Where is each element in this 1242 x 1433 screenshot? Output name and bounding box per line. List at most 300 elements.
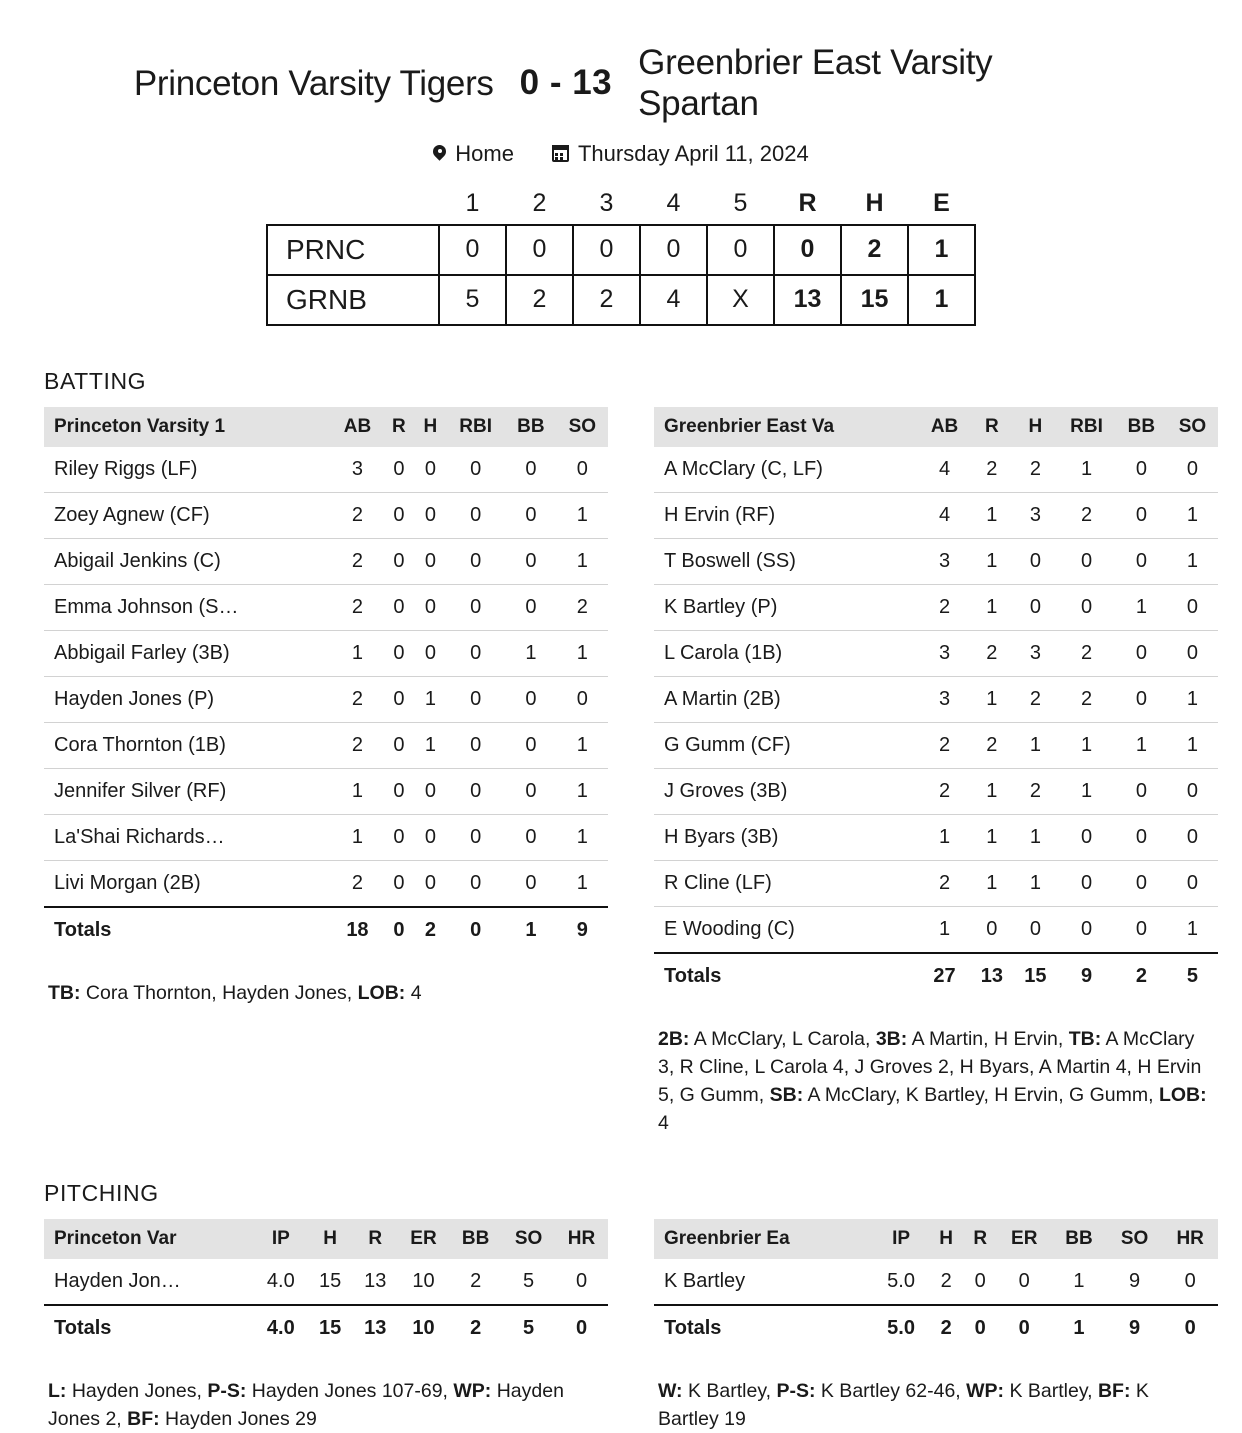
stat-cell: 2 (1057, 676, 1116, 722)
table-row (44, 1259, 608, 1305)
stat-cell: 0 (383, 630, 415, 676)
linescore-away-inn-3: 0 (573, 225, 640, 275)
linescore-col-2: 2 (532, 188, 547, 217)
stat-cell: 2 (919, 860, 970, 906)
stat-cell: 2 (332, 492, 383, 538)
location-chunk (433, 141, 514, 167)
note-text: Cora Thornton, Hayden Jones, (80, 981, 358, 1004)
note-label: SB: (769, 1084, 804, 1107)
stat-cell: 0 (1057, 538, 1116, 584)
note-text: A McClary, L Carola, (689, 1027, 876, 1050)
pitching-away-column (44, 1219, 608, 1433)
stat-cell: 0 (446, 814, 505, 860)
batting-columns (0, 407, 1242, 1138)
table-row (654, 814, 1218, 860)
note-text: 4 (405, 981, 422, 1004)
batting-section-title: BATTING (44, 367, 147, 394)
player-name: Hayden Jon… (44, 1259, 254, 1305)
stat-cell: 9 (1107, 1259, 1163, 1305)
stat-cell: 0 (415, 768, 447, 814)
linescore-wrap (0, 185, 1242, 326)
linescore-away-inn-4: 0 (640, 225, 707, 275)
table-row (654, 906, 1218, 953)
stat-cell: 0 (1167, 814, 1218, 860)
note-label: WP: (966, 1379, 1005, 1402)
col-er: ER (398, 1219, 449, 1259)
col-h: H (415, 407, 447, 447)
note-label: L: (48, 1379, 67, 1402)
note-text: Hayden Jones 2, (48, 1379, 564, 1430)
table-row (44, 584, 608, 630)
note-label: WP: (453, 1379, 492, 1402)
table-row (44, 814, 608, 860)
col-ab: AB (919, 407, 970, 447)
batting-away-table (44, 407, 608, 953)
stat-cell: 4.0 (254, 1259, 307, 1305)
stat-cell: 1 (1167, 906, 1218, 953)
totals-cell: 0 (997, 1305, 1051, 1351)
location-pin-icon (433, 145, 446, 163)
note-text: A McClary 3, R Cline, L Carola 4, J Groves 2, H Byars, A Martin 4, H Ervin 5, G Gumm, (658, 1027, 1202, 1107)
stat-cell: 0 (1116, 447, 1167, 493)
stat-cell: 0 (446, 722, 505, 768)
note-text: A Martin, H Ervin, (907, 1027, 1069, 1050)
col-bb: BB (1116, 407, 1167, 447)
stat-cell: 1 (1057, 768, 1116, 814)
player-name: Riley Riggs (LF) (44, 447, 332, 493)
stat-cell: 0 (1057, 906, 1116, 953)
stat-cell: 1 (1167, 676, 1218, 722)
stat-cell: 0 (1116, 630, 1167, 676)
linescore-row-away (267, 225, 975, 275)
stat-cell: 0 (1057, 584, 1116, 630)
table-row (44, 630, 608, 676)
linescore-away-inn-1: 0 (439, 225, 506, 275)
stat-cell: 0 (383, 814, 415, 860)
stat-cell: 1 (1051, 1259, 1107, 1305)
note-text: 4 (658, 1112, 669, 1135)
stat-cell: 0 (446, 492, 505, 538)
linescore-col-1: 1 (465, 188, 480, 217)
stat-cell: 0 (446, 768, 505, 814)
linescore-col-h: H (865, 188, 884, 217)
stat-cell: 0 (1014, 906, 1058, 953)
table-row (654, 538, 1218, 584)
stat-cell: 1 (557, 492, 608, 538)
linescore-away-h: 2 (841, 225, 908, 275)
linescore-row-home (267, 275, 975, 325)
player-name: J Groves (3B) (654, 768, 919, 814)
stat-cell: 0 (997, 1259, 1051, 1305)
stat-cell: 3 (919, 538, 970, 584)
pitching-columns (0, 1219, 1242, 1433)
stat-cell: 0 (383, 584, 415, 630)
stat-cell: 0 (505, 676, 556, 722)
stat-cell: 2 (919, 768, 970, 814)
pitching-away-team-header: Princeton Var (44, 1219, 254, 1259)
linescore-home-inn-3: 2 (573, 275, 640, 325)
totals-row (44, 1305, 608, 1351)
totals-cell: 13 (353, 1305, 398, 1351)
stat-cell: 0 (505, 492, 556, 538)
stat-cell: 0 (383, 447, 415, 493)
player-name: Abigail Jenkins (C) (44, 538, 332, 584)
col-ip: IP (254, 1219, 307, 1259)
stat-cell: 0 (1167, 630, 1218, 676)
stat-cell: 0 (1057, 860, 1116, 906)
stat-cell: 2 (1014, 768, 1058, 814)
table-header-row (654, 407, 1218, 447)
batting-home-team-header: Greenbrier East Va (654, 407, 919, 447)
stat-cell: 0 (446, 584, 505, 630)
player-name: La'Shai Richards… (44, 814, 332, 860)
table-row (44, 447, 608, 493)
stat-cell: 2 (332, 584, 383, 630)
stat-cell: 1 (1116, 584, 1167, 630)
pitching-home-team-header: Greenbrier Ea (654, 1219, 873, 1259)
totals-cell: 5 (502, 1305, 555, 1351)
player-name: T Boswell (SS) (654, 538, 919, 584)
stat-cell: 1 (919, 814, 970, 860)
stat-cell: 0 (1167, 860, 1218, 906)
table-header-row (654, 1219, 1218, 1259)
note-label: LOB: (1158, 1084, 1207, 1107)
stat-cell: 1 (557, 768, 608, 814)
table-row (44, 676, 608, 722)
stat-cell: 0 (383, 722, 415, 768)
totals-cell: 4.0 (254, 1305, 307, 1351)
linescore-home-inn-2: 2 (506, 275, 573, 325)
note-text: K Bartley 62-46, (815, 1379, 967, 1402)
stat-cell: 1 (1167, 722, 1218, 768)
stat-cell: 1 (505, 630, 556, 676)
col-r: R (353, 1219, 398, 1259)
stat-cell: 0 (415, 584, 447, 630)
totals-cell: 5.0 (873, 1305, 929, 1351)
linescore-home-inn-4: 4 (640, 275, 707, 325)
stat-cell: 0 (383, 676, 415, 722)
totals-cell: 1 (505, 907, 556, 953)
col-so: SO (1107, 1219, 1163, 1259)
linescore-away-inn-2: 0 (506, 225, 573, 275)
col-bb: BB (1051, 1219, 1107, 1259)
stat-cell: 2 (332, 676, 383, 722)
stat-cell: 0 (505, 447, 556, 493)
pitching-away-body (44, 1259, 608, 1351)
stat-cell: 0 (415, 860, 447, 907)
stat-cell: 5 (502, 1259, 555, 1305)
stat-cell: 0 (383, 492, 415, 538)
stat-cell: 5.0 (873, 1259, 929, 1305)
player-name: K Bartley (654, 1259, 873, 1305)
stat-cell: 1 (557, 722, 608, 768)
note-label: 2B: (658, 1027, 690, 1050)
table-row (654, 630, 1218, 676)
totals-cell: 18 (332, 907, 383, 953)
table-row (654, 676, 1218, 722)
stat-cell: 1 (332, 630, 383, 676)
totals-label: Totals (654, 953, 919, 999)
totals-cell: 2 (929, 1305, 963, 1351)
stat-cell: 4 (919, 447, 970, 493)
col-ab: AB (332, 407, 383, 447)
stat-cell: 1 (1167, 538, 1218, 584)
note-label: W: (658, 1379, 683, 1402)
note-text: K Bartley 19 (658, 1379, 1149, 1430)
stat-cell: 1 (919, 906, 970, 953)
player-name: Cora Thornton (1B) (44, 722, 332, 768)
linescore-col-r: R (798, 188, 817, 217)
linescore-corner (267, 185, 439, 225)
linescore-home-r: 13 (774, 275, 841, 325)
stat-cell: 0 (1116, 676, 1167, 722)
stat-cell: 2 (557, 584, 608, 630)
linescore-col-4: 4 (666, 188, 681, 217)
totals-label: Totals (654, 1305, 873, 1351)
stat-cell: 1 (557, 538, 608, 584)
stat-cell: 1 (1014, 860, 1058, 906)
stat-cell: 1 (332, 814, 383, 860)
pitching-away-table (44, 1219, 608, 1351)
stat-cell: 2 (332, 538, 383, 584)
stat-cell: 1 (970, 768, 1014, 814)
col-bb: BB (449, 1219, 502, 1259)
linescore-col-5: 5 (733, 188, 748, 217)
pitching-section-title: PITCHING (44, 1179, 159, 1206)
batting-away-notes (48, 979, 604, 1007)
stat-cell: 1 (557, 860, 608, 907)
totals-cell: 5 (1167, 953, 1218, 999)
totals-cell: 0 (446, 907, 505, 953)
stat-cell: 0 (446, 860, 505, 907)
player-name: Abbigail Farley (3B) (44, 630, 332, 676)
stat-cell: 0 (383, 768, 415, 814)
calendar-icon (552, 145, 569, 162)
stat-cell: 0 (383, 860, 415, 907)
note-label: TB: (48, 981, 81, 1004)
col-rbi: RBI (1057, 407, 1116, 447)
totals-cell: 2 (415, 907, 447, 953)
player-name: L Carola (1B) (654, 630, 919, 676)
note-text: Hayden Jones 107-69, (246, 1379, 454, 1402)
linescore-home-inn-5: X (707, 275, 774, 325)
linescore-team-away: PRNC (267, 225, 439, 275)
totals-cell: 2 (1116, 953, 1167, 999)
totals-cell: 27 (919, 953, 970, 999)
note-text: Hayden Jones, (66, 1379, 208, 1402)
pitching-away-notes (48, 1377, 604, 1433)
stat-cell: 0 (963, 1259, 997, 1305)
stat-cell: 2 (1057, 630, 1116, 676)
table-header-row (44, 1219, 608, 1259)
linescore-away-e: 1 (908, 225, 975, 275)
player-name: G Gumm (CF) (654, 722, 919, 768)
stat-cell: 0 (1167, 584, 1218, 630)
batting-away-team-header: Princeton Varsity 1 (44, 407, 332, 447)
player-name: Hayden Jones (P) (44, 676, 332, 722)
table-header-row (44, 407, 608, 447)
linescore-table (266, 185, 976, 326)
note-text: K Bartley, (682, 1379, 777, 1402)
table-row (654, 492, 1218, 538)
stat-cell: 0 (1116, 538, 1167, 584)
col-hr: HR (555, 1219, 608, 1259)
stat-cell: 0 (1116, 860, 1167, 906)
col-so: SO (557, 407, 608, 447)
batting-home-table (654, 407, 1218, 999)
stat-cell: 0 (1116, 768, 1167, 814)
totals-label: Totals (44, 1305, 254, 1351)
note-label: P-S: (776, 1379, 816, 1402)
stat-cell: 0 (415, 814, 447, 860)
table-row (654, 768, 1218, 814)
linescore-away-inn-5: 0 (707, 225, 774, 275)
col-r: R (383, 407, 415, 447)
note-text: Hayden Jones 29 (159, 1407, 317, 1430)
date-label: Thursday April 11, 2024 (577, 140, 809, 166)
stat-cell: 0 (1014, 538, 1058, 584)
stat-cell: 15 (308, 1259, 353, 1305)
table-row (654, 584, 1218, 630)
note-label: BF: (127, 1407, 160, 1430)
stat-cell: 0 (505, 814, 556, 860)
totals-cell: 9 (557, 907, 608, 953)
batting-home-column (654, 407, 1218, 1138)
home-team-name: Greenbrier East Varsity Spartan (638, 43, 993, 124)
stat-cell: 1 (970, 676, 1014, 722)
stat-cell: 0 (415, 538, 447, 584)
player-name: Zoey Agnew (CF) (44, 492, 332, 538)
player-name: Livi Morgan (2B) (44, 860, 332, 907)
col-hr: HR (1162, 1219, 1218, 1259)
table-row (654, 722, 1218, 768)
batting-away-body (44, 447, 608, 953)
linescore-col-3: 3 (599, 188, 614, 217)
pitching-home-column (654, 1219, 1218, 1433)
player-name: H Byars (3B) (654, 814, 919, 860)
stat-cell: 4 (919, 492, 970, 538)
stat-cell: 0 (970, 906, 1014, 953)
pitching-home-notes (658, 1377, 1214, 1433)
stat-cell: 3 (1014, 492, 1058, 538)
player-name: A Martin (2B) (654, 676, 919, 722)
col-h: H (1014, 407, 1058, 447)
table-row (44, 492, 608, 538)
location-label: Home (455, 140, 514, 166)
stat-cell: 0 (446, 676, 505, 722)
stat-cell: 0 (415, 447, 447, 493)
stat-cell: 0 (1116, 814, 1167, 860)
stat-cell: 3 (1014, 630, 1058, 676)
stat-cell: 1 (1116, 722, 1167, 768)
col-r: R (970, 407, 1014, 447)
stat-cell: 0 (505, 860, 556, 907)
stat-cell: 0 (383, 538, 415, 584)
stat-cell: 1 (1057, 447, 1116, 493)
stat-cell: 0 (1116, 492, 1167, 538)
scoreline-header (0, 0, 1242, 125)
note-text: K Bartley, (1004, 1379, 1098, 1402)
stat-cell: 3 (919, 630, 970, 676)
stat-cell: 0 (1167, 768, 1218, 814)
player-name: H Ervin (RF) (654, 492, 919, 538)
stat-cell: 1 (557, 814, 608, 860)
batting-home-notes (658, 1025, 1214, 1138)
linescore-col-e: E (933, 188, 950, 217)
stat-cell: 1 (415, 722, 447, 768)
stat-cell: 1 (970, 492, 1014, 538)
stat-cell: 10 (398, 1259, 449, 1305)
stat-cell: 2 (1057, 492, 1116, 538)
stat-cell: 2 (929, 1259, 963, 1305)
away-team-name: Princeton Varsity Tigers (133, 63, 494, 103)
col-er: ER (997, 1219, 1051, 1259)
totals-cell: 1 (1051, 1305, 1107, 1351)
totals-label: Totals (44, 907, 332, 953)
col-rbi: RBI (446, 407, 505, 447)
linescore-away-r: 0 (774, 225, 841, 275)
col-h: H (929, 1219, 963, 1259)
stat-cell: 1 (970, 860, 1014, 906)
totals-row (44, 907, 608, 953)
stat-cell: 1 (1057, 722, 1116, 768)
totals-cell: 13 (970, 953, 1014, 999)
note-label: 3B: (875, 1027, 908, 1050)
stat-cell: 0 (415, 630, 447, 676)
note-label: BF: (1097, 1379, 1131, 1402)
totals-cell: 15 (1014, 953, 1058, 999)
stat-cell: 2 (919, 584, 970, 630)
stat-cell: 2 (1014, 447, 1058, 493)
totals-row (654, 953, 1218, 999)
col-so: SO (502, 1219, 555, 1259)
stat-cell: 0 (1167, 447, 1218, 493)
stat-cell: 1 (1167, 492, 1218, 538)
final-score: 0 - 13 (519, 63, 613, 103)
col-r: R (963, 1219, 997, 1259)
table-row (654, 447, 1218, 493)
table-row (44, 768, 608, 814)
totals-row (654, 1305, 1218, 1351)
stat-cell: 0 (1162, 1259, 1218, 1305)
stat-cell: 0 (505, 768, 556, 814)
linescore-header-row (267, 185, 975, 225)
table-row (44, 538, 608, 584)
stat-cell: 2 (970, 722, 1014, 768)
totals-cell: 0 (1162, 1305, 1218, 1351)
stat-cell: 0 (505, 722, 556, 768)
totals-cell: 0 (555, 1305, 608, 1351)
stat-cell: 0 (557, 447, 608, 493)
stat-cell: 0 (505, 584, 556, 630)
table-row (654, 860, 1218, 906)
note-text: A McClary, K Bartley, H Ervin, G Gumm, (803, 1084, 1159, 1107)
linescore-home-h: 15 (841, 275, 908, 325)
player-name: Emma Johnson (S… (44, 584, 332, 630)
stat-cell: 1 (332, 768, 383, 814)
batting-away-column (44, 407, 608, 1138)
stat-cell: 2 (970, 447, 1014, 493)
totals-cell: 10 (398, 1305, 449, 1351)
stat-cell: 2 (970, 630, 1014, 676)
note-label: P-S: (207, 1379, 247, 1402)
col-h: H (308, 1219, 353, 1259)
player-name: K Bartley (P) (654, 584, 919, 630)
stat-cell: 2 (1014, 676, 1058, 722)
stat-cell: 0 (557, 676, 608, 722)
stat-cell: 2 (332, 722, 383, 768)
linescore-home-e: 1 (908, 275, 975, 325)
